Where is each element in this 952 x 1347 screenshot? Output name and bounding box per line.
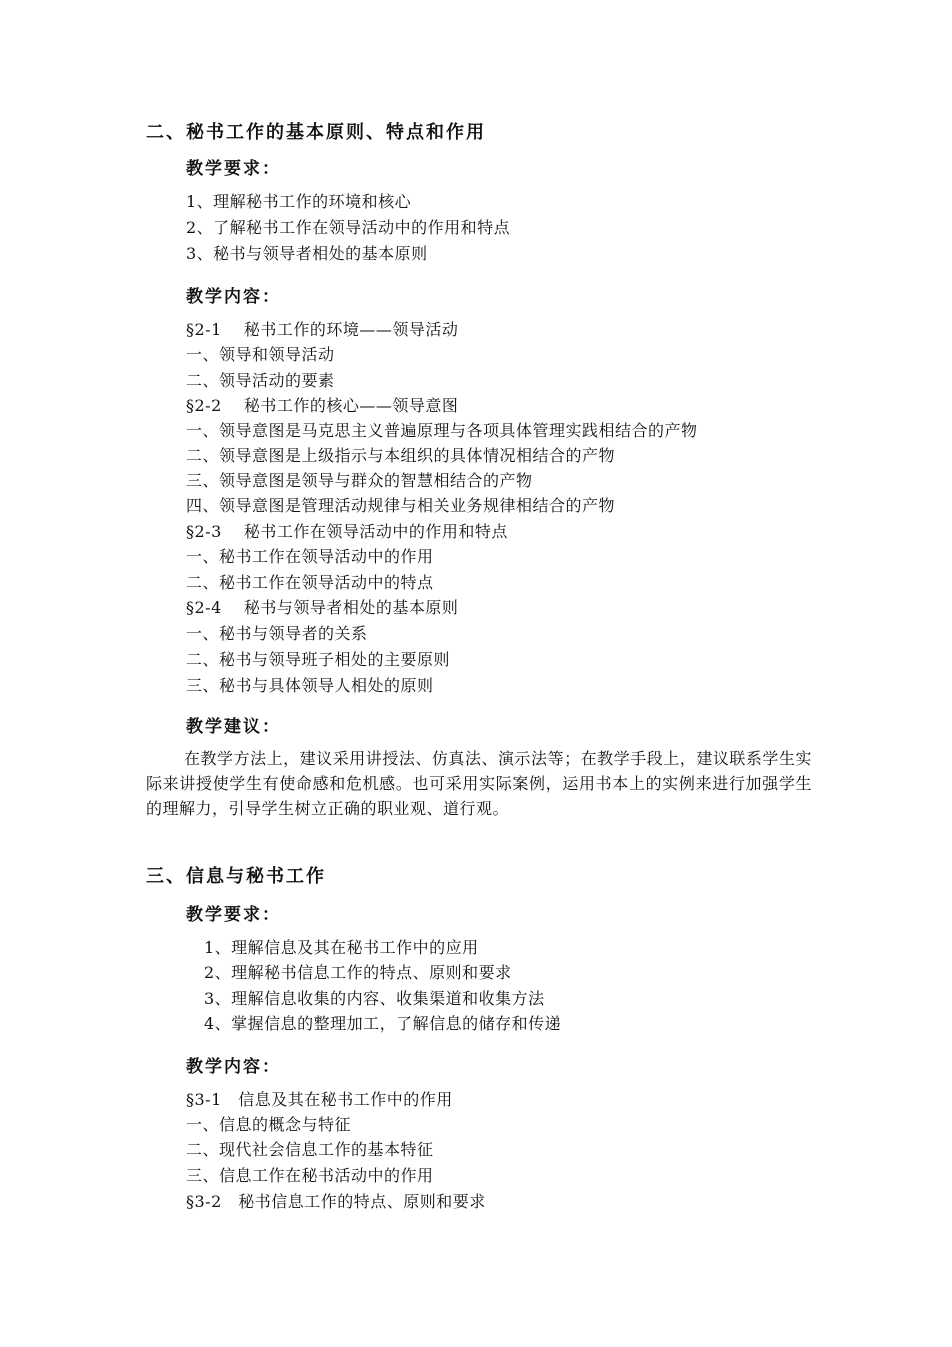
- requirement-item: 3、理解信息收集的内容、收集渠道和收集方法: [204, 989, 545, 1008]
- teaching-content-heading: 教学内容：: [186, 1057, 281, 1077]
- content-item: 一、秘书与领导者的关系: [186, 624, 368, 643]
- content-item: §2-2 秘书工作的核心——领导意图: [186, 396, 459, 415]
- content-item: 二、领导意图是上级指示与本组织的具体情况相结合的产物: [186, 446, 616, 465]
- requirement-item: 4、掌握信息的整理加工，了解信息的储存和传递: [204, 1014, 562, 1033]
- section-title: 三、信息与秘书工作: [146, 866, 326, 887]
- content-item: §3-2 秘书信息工作的特点、原则和要求: [186, 1192, 486, 1211]
- teaching-advice-paragraph: 在教学方法上，建议采用讲授法、仿真法、演示法等；在教学手段上，建议联系学生实际来讲授使学生有使命感和危机感。也可采用实际案例，运用书本上的实例来进行加强学生的理解力，引导学生树立正确的职业观、道行观。: [146, 749, 812, 818]
- teaching-requirements-heading: 教学要求：: [186, 905, 281, 925]
- content-item: 二、秘书与领导班子相处的主要原则: [186, 650, 451, 669]
- content-item: §2-4 秘书与领导者相处的基本原则: [186, 598, 459, 617]
- content-item: 四、领导意图是管理活动规律与相关业务规律相结合的产物: [186, 496, 616, 515]
- content-item: 三、领导意图是领导与群众的智慧相结合的产物: [186, 471, 533, 490]
- content-item: 二、秘书工作在领导活动中的特点: [186, 573, 434, 592]
- requirement-item: 2、了解秘书工作在领导活动中的作用和特点: [186, 218, 511, 237]
- teaching-advice-heading: 教学建议：: [186, 717, 281, 737]
- content-item: §2-3 秘书工作在领导活动中的作用和特点: [186, 522, 508, 541]
- content-item: 一、领导和领导活动: [186, 345, 335, 364]
- teaching-requirements-heading: 教学要求：: [186, 159, 281, 179]
- content-item: 三、信息工作在秘书活动中的作用: [186, 1166, 434, 1185]
- requirement-item: 1、理解信息及其在秘书工作中的应用: [204, 938, 479, 957]
- section-title: 二、秘书工作的基本原则、特点和作用: [146, 122, 486, 143]
- content-item: 一、秘书工作在领导活动中的作用: [186, 547, 434, 566]
- teaching-content-heading: 教学内容：: [186, 287, 281, 307]
- content-item: 一、领导意图是马克思主义普遍原理与各项具体管理实践相结合的产物: [186, 421, 698, 440]
- content-item: §3-1 信息及其在秘书工作中的作用: [186, 1090, 453, 1109]
- content-item: 二、现代社会信息工作的基本特征: [186, 1140, 434, 1159]
- requirement-item: 1、理解秘书工作的环境和核心: [186, 192, 412, 211]
- requirement-item: 3、秘书与领导者相处的基本原则: [186, 244, 428, 263]
- content-item: 二、领导活动的要素: [186, 371, 335, 390]
- requirement-item: 2、理解秘书信息工作的特点、原则和要求: [204, 963, 512, 982]
- content-item: 三、秘书与具体领导人相处的原则: [186, 676, 434, 695]
- content-item: 一、信息的概念与特征: [186, 1115, 352, 1134]
- content-item: §2-1 秘书工作的环境——领导活动: [186, 320, 459, 339]
